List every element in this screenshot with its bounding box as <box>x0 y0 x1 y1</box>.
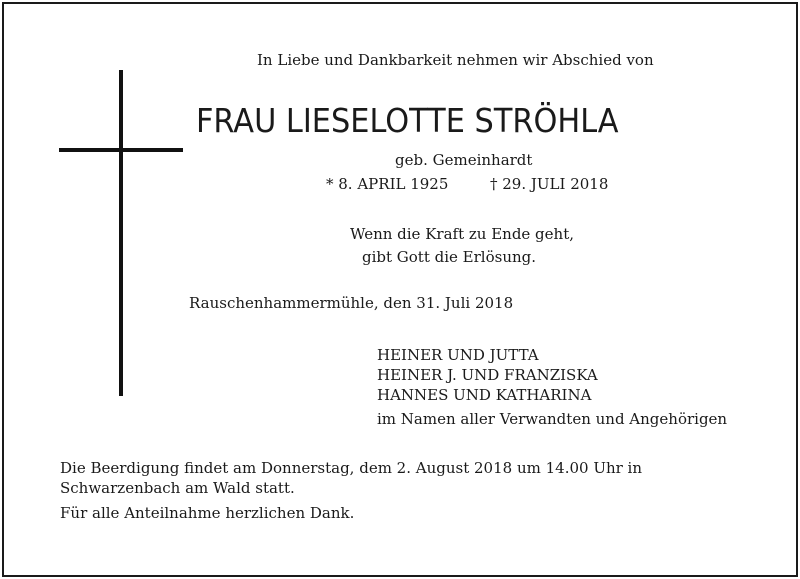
intro-text: In Liebe und Dankbarkeit nehmen wir Abschied von <box>257 51 654 69</box>
obituary-frame <box>2 2 798 577</box>
funeral-info-line-2: Schwarzenbach am Wald statt. <box>60 479 295 497</box>
place-date: Rauschenhammermühle, den 31. Juli 2018 <box>189 294 514 312</box>
birth-date: * 8. APRIL 1925 <box>326 175 449 193</box>
maiden-name: geb. Gemeinhardt <box>395 151 533 169</box>
mourner-line: HEINER J. UND FRANZISKA <box>377 366 598 384</box>
thanks-text: Für alle Anteilnahme herzlichen Dank. <box>60 504 355 522</box>
cross-icon-bar <box>59 148 183 152</box>
mourner-line: HANNES UND KATHARINA <box>377 386 592 404</box>
verse-line-2: gibt Gott die Erlösung. <box>362 248 537 266</box>
mourner-line: HEINER UND JUTTA <box>377 346 539 364</box>
on-behalf-text: im Namen aller Verwandten und Angehörigen <box>377 410 728 428</box>
funeral-info-line-1: Die Beerdigung findet am Donnerstag, dem 2. August 2018 um 14.00 Uhr in <box>60 459 643 477</box>
verse-line-1: Wenn die Kraft zu Ende geht, <box>350 225 574 243</box>
death-date: † 29. JULI 2018 <box>490 175 609 193</box>
deceased-name: FRAU LIESELOTTE STRÖHLA <box>195 101 619 140</box>
